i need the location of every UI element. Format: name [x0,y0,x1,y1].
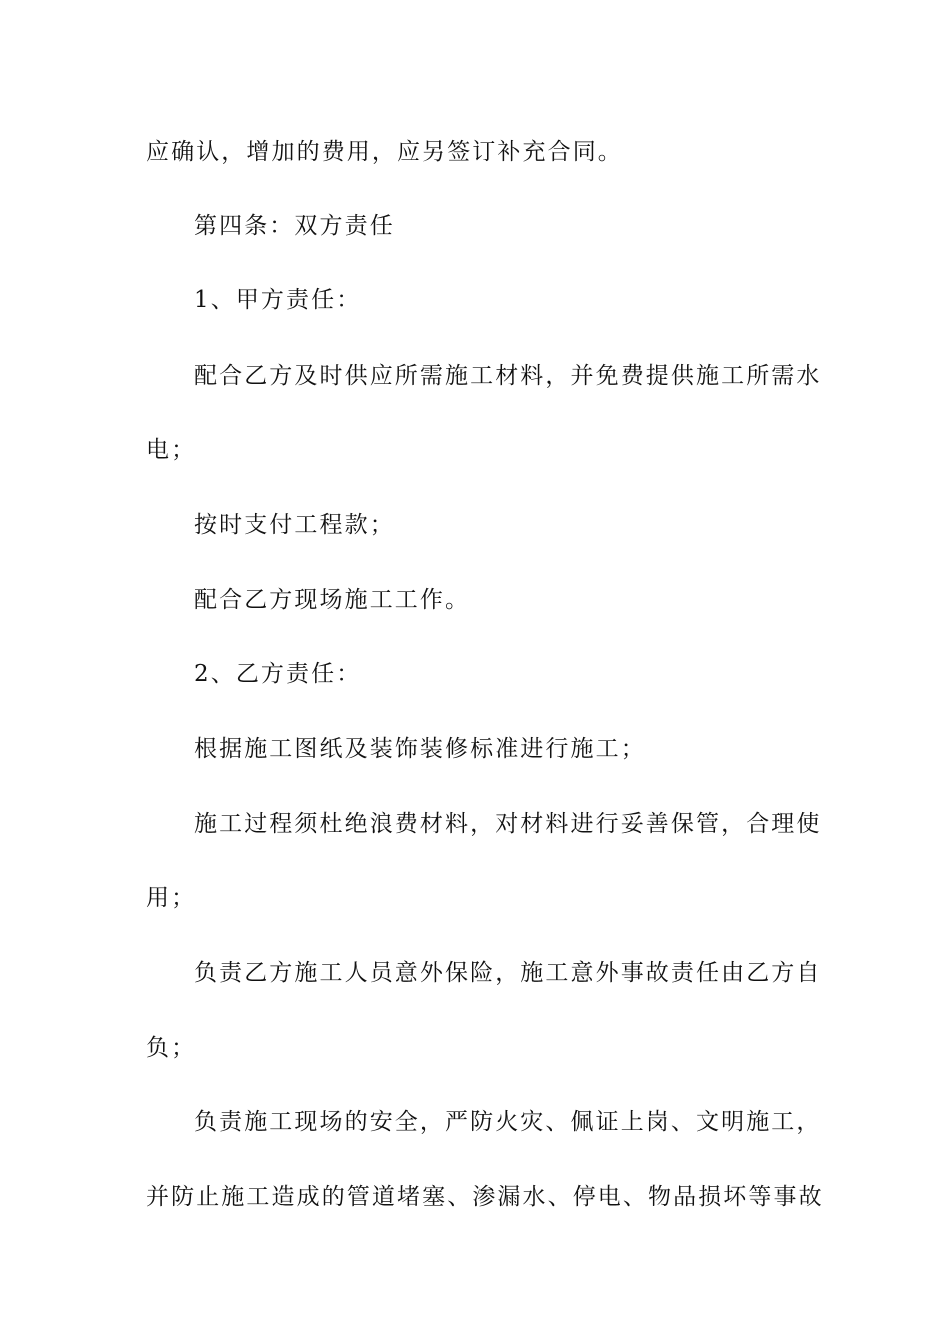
paragraph-line: 负责乙方施工人员意外保险，施工意外事故责任由乙方自 [194,960,822,986]
section-heading-party-b: 2、乙方责任： [194,661,362,687]
paragraph-line: 施工过程须杜绝浪费材料，对材料进行妥善保管，合理使 [194,811,822,837]
paragraph-line: 负； [146,1035,197,1061]
paragraph-line: 按时支付工程款； [194,512,395,538]
paragraph-line: 电； [146,437,197,463]
paragraph-line: 负责施工现场的安全，严防火灾、佩证上岗、文明施工， [194,1109,822,1135]
article-heading: 第四条：双方责任 [194,213,395,239]
paragraph-line: 根据施工图纸及装饰装修标准进行施工； [194,736,646,762]
paragraph-line: 用； [146,885,197,911]
text-line-continuation: 应确认，增加的费用，应另签订补充合同。 [146,139,623,165]
paragraph-line: 并防止施工造成的管道堵塞、渗漏水、停电、物品损坏等事故 [146,1184,824,1210]
section-heading-party-a: 1、甲方责任： [194,287,362,313]
paragraph-line: 配合乙方及时供应所需施工材料，并免费提供施工所需水 [194,363,822,389]
paragraph-line: 配合乙方现场施工工作。 [194,587,471,613]
